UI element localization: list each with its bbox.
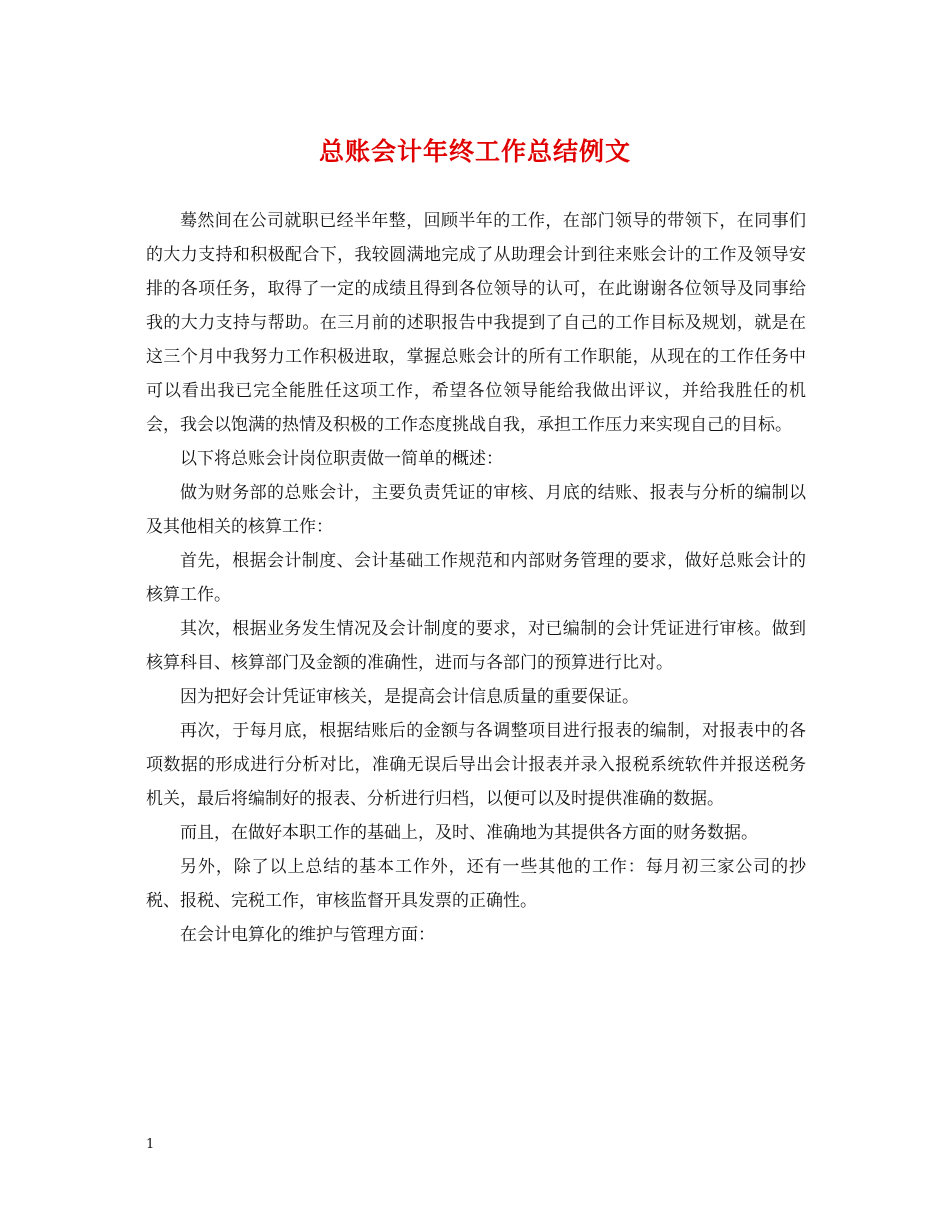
paragraph-8: 而且，在做好本职工作的基础上，及时、准确地为其提供各方面的财务数据。 — [180, 823, 758, 843]
paragraph-5: 其次，根据业务发生情况及会计制度的要求，对已编制的会计凭证进行审核。做到核算科目、核算部门及金额的准确性，进而与各部门的预算进行比对。 — [146, 619, 806, 673]
paragraph-2: 以下将总账会计岗位职责做一简单的概述： — [180, 449, 503, 469]
paragraph-3: 做为财务部的总账会计，主要负责凭证的审核、月底的结账、报表与分析的编制以及其他相关的核算工作： — [146, 483, 806, 537]
page-number: 1 — [146, 1137, 155, 1152]
paragraph-6: 因为把好会计凭证审核关，是提高会计信息质量的重要保证。 — [180, 687, 639, 707]
paragraph-1: 蓦然间在公司就职已经半年整，回顾半年的工作，在部门领导的带领下，在同事们的大力支持和积极配合下，我较圆满地完成了从助理会计到往来账会计的工作及领导安排的各项任务，取得了一定的成绩且得到各位领导的认可，在此谢谢各位领导及同事给我的大力支持与帮助。在三月前的述职报告中我提到了自己的工作目标及规划，就是在这三个月中我努力工作积极进取，掌握总账会计的所有工作职能，从现在的工作任务中可以看出我已完全能胜任这项工作，希望各位领导能给我做出评议，并给我胜任的机会，我会以饱满的热情及积极的工作态度挑战自我，承担工作压力来实现自己的目标。 — [146, 211, 806, 435]
document-body — [146, 204, 806, 952]
paragraph-9: 另外，除了以上总结的基本工作外，还有一些其他的工作：每月初三家公司的抄税、报税、完税工作，审核监督开具发票的正确性。 — [146, 857, 806, 911]
document-title: 总账会计年终工作总结例文 — [318, 137, 631, 166]
paragraph-4: 首先，根据会计制度、会计基础工作规范和内部财务管理的要求，做好总账会计的核算工作。 — [146, 551, 806, 605]
paragraph-10: 在会计电算化的维护与管理方面： — [180, 925, 435, 945]
paragraph-7: 再次，于每月底，根据结账后的金额与各调整项目进行报表的编制，对报表中的各项数据的形成进行分析对比，准确无误后导出会计报表并录入报税系统软件并报送税务机关，最后将编制好的报表、分析进行归档，以便可以及时提供准确的数据。 — [146, 721, 806, 809]
